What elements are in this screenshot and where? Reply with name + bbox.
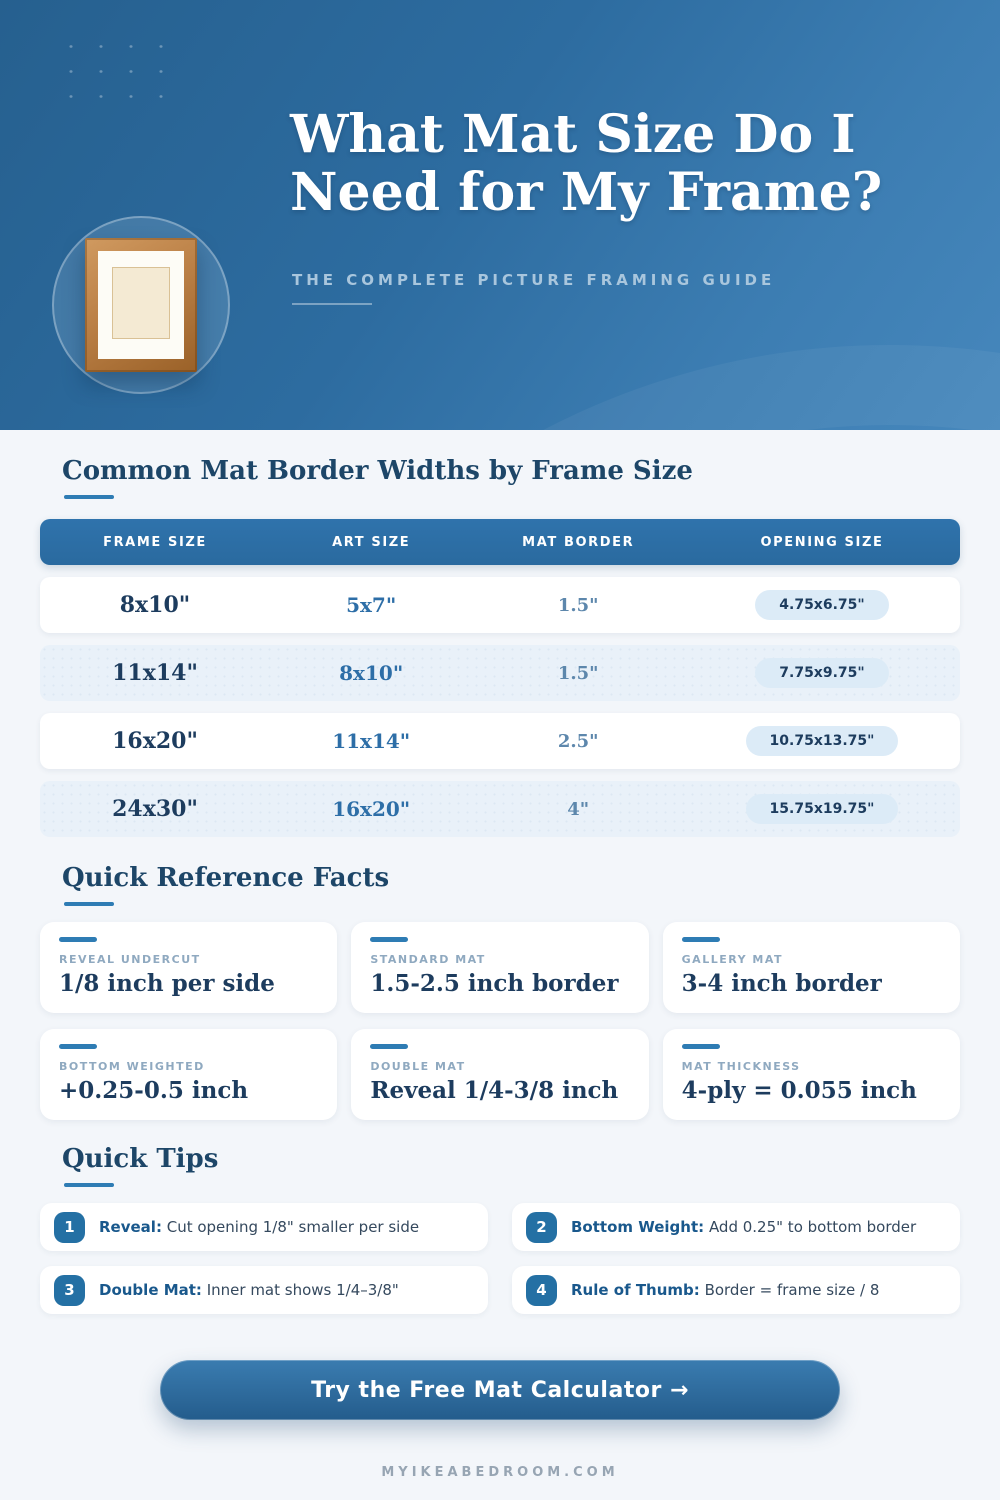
- tip-card: [40, 1203, 488, 1251]
- footer-brand-text: MYIKEABEDROOM.COM: [381, 1465, 619, 1480]
- tip-text: [99, 1218, 419, 1236]
- fact-value: +0.25-0.5 inch: [59, 1077, 249, 1104]
- fact-card: [663, 1029, 960, 1120]
- table-header-row: [40, 519, 960, 565]
- tip-number-badge: 2: [526, 1212, 557, 1243]
- page-title-line1: What Mat Size Do I: [290, 104, 856, 165]
- fact-label: GALLERY MAT: [681, 953, 784, 966]
- tip-card: [512, 1203, 960, 1251]
- fact-value: Reveal 1/4-3/8 inch: [370, 1077, 619, 1104]
- table-row: [40, 781, 960, 837]
- section-title-underline: [64, 495, 114, 499]
- opening-size-badge: 10.75x13.75": [746, 726, 899, 756]
- table-section-title: Common Mat Border Widths by Frame Size: [62, 456, 693, 486]
- opening-size-badge: 15.75x19.75": [746, 794, 899, 824]
- frame-size-value: 24x30": [112, 796, 198, 822]
- fact-label: BOTTOM WEIGHTED: [59, 1060, 205, 1073]
- fact-value: 4-ply = 0.055 inch: [681, 1077, 917, 1104]
- fact-value: 3-4 inch border: [681, 970, 882, 997]
- hero-header: [0, 0, 1000, 430]
- mat-calculator-cta-button[interactable]: Try the Free Mat Calculator →: [160, 1360, 840, 1420]
- picture-frame-icon: [85, 238, 197, 372]
- main-content: [0, 430, 1000, 1480]
- fact-label: MAT THICKNESS: [681, 1060, 801, 1073]
- art-size-value: 5x7": [346, 593, 397, 617]
- tips-section-title: Quick Tips: [62, 1144, 219, 1174]
- column-header-frame-size: FRAME SIZE: [103, 534, 207, 550]
- opening-size-badge: 4.75x6.75": [755, 590, 888, 620]
- tip-label: Bottom Weight:: [571, 1218, 705, 1236]
- art-size-value: 8x10": [339, 661, 404, 685]
- quick-facts-grid: [40, 922, 960, 1120]
- picture-frame-badge: [52, 216, 230, 394]
- opening-size-cell: [684, 726, 960, 756]
- table-row: [40, 713, 960, 769]
- frame-size-value: 11x14": [112, 660, 198, 686]
- art-size-value: 11x14": [332, 729, 411, 753]
- fact-accent-dash: [370, 937, 408, 942]
- page-title: [290, 106, 882, 222]
- mat-size-table: [40, 519, 960, 837]
- art-size-value: 16x20": [332, 797, 411, 821]
- frame-size-value: 8x10": [119, 592, 191, 618]
- subtitle-underline: [292, 303, 372, 305]
- opening-size-cell: [684, 794, 960, 824]
- fact-card: [663, 922, 960, 1013]
- fact-card: [351, 922, 648, 1013]
- tip-label: Reveal:: [99, 1218, 162, 1236]
- table-row: [40, 577, 960, 633]
- fact-accent-dash: [682, 937, 720, 942]
- fact-accent-dash: [682, 1044, 720, 1049]
- fact-label: DOUBLE MAT: [370, 1060, 466, 1073]
- fact-card: [40, 1029, 337, 1120]
- tip-card: [40, 1266, 488, 1314]
- fact-value: 1/8 inch per side: [59, 970, 275, 997]
- tip-card: [512, 1266, 960, 1314]
- decorative-arc: [140, 345, 1000, 430]
- frame-mat: [98, 251, 184, 359]
- column-header-opening-size: OPENING SIZE: [760, 534, 884, 550]
- page-title-line2: Need for My Frame?: [290, 162, 883, 223]
- tip-body: Inner mat shows 1/4–3/8": [206, 1281, 399, 1299]
- tip-number-badge: 1: [54, 1212, 85, 1243]
- tip-body: Add 0.25" to bottom border: [708, 1218, 917, 1236]
- tip-number-badge: 4: [526, 1275, 557, 1306]
- mat-border-value: 1.5": [557, 594, 599, 616]
- mat-border-value: 2.5": [557, 730, 599, 752]
- opening-size-cell: [684, 590, 960, 620]
- tip-number-badge: 3: [54, 1275, 85, 1306]
- mat-border-value: 4": [567, 798, 590, 820]
- tip-text: [99, 1281, 399, 1299]
- tip-label: Rule of Thumb:: [571, 1281, 700, 1299]
- fact-accent-dash: [370, 1044, 408, 1049]
- fact-accent-dash: [59, 937, 97, 942]
- opening-size-cell: [684, 658, 960, 688]
- facts-section-title: Quick Reference Facts: [62, 863, 390, 893]
- opening-size-badge: 7.75x9.75": [755, 658, 888, 688]
- table-row: [40, 645, 960, 701]
- frame-size-value: 16x20": [112, 728, 198, 754]
- fact-card: [40, 922, 337, 1013]
- tip-body: Cut opening 1/8" smaller per side: [166, 1218, 420, 1236]
- fact-accent-dash: [59, 1044, 97, 1049]
- tip-text: [571, 1218, 916, 1236]
- mat-border-value: 1.5": [557, 662, 599, 684]
- tip-text: [571, 1281, 879, 1299]
- column-header-art-size: ART SIZE: [332, 534, 411, 550]
- fact-label: REVEAL UNDERCUT: [59, 953, 201, 966]
- frame-art-area: [112, 267, 170, 339]
- tip-label: Double Mat:: [99, 1281, 202, 1299]
- fact-card: [351, 1029, 648, 1120]
- fact-label: STANDARD MAT: [370, 953, 486, 966]
- page-subtitle: THE COMPLETE PICTURE FRAMING GUIDE: [292, 271, 776, 289]
- decorative-dots-pattern: [56, 34, 164, 100]
- tip-body: Border = frame size / 8: [704, 1281, 880, 1299]
- section-title-underline: [64, 1183, 114, 1187]
- fact-value: 1.5-2.5 inch border: [370, 970, 619, 997]
- quick-tips-grid: [40, 1203, 960, 1314]
- column-header-mat-border: MAT BORDER: [522, 534, 635, 550]
- section-title-underline: [64, 902, 114, 906]
